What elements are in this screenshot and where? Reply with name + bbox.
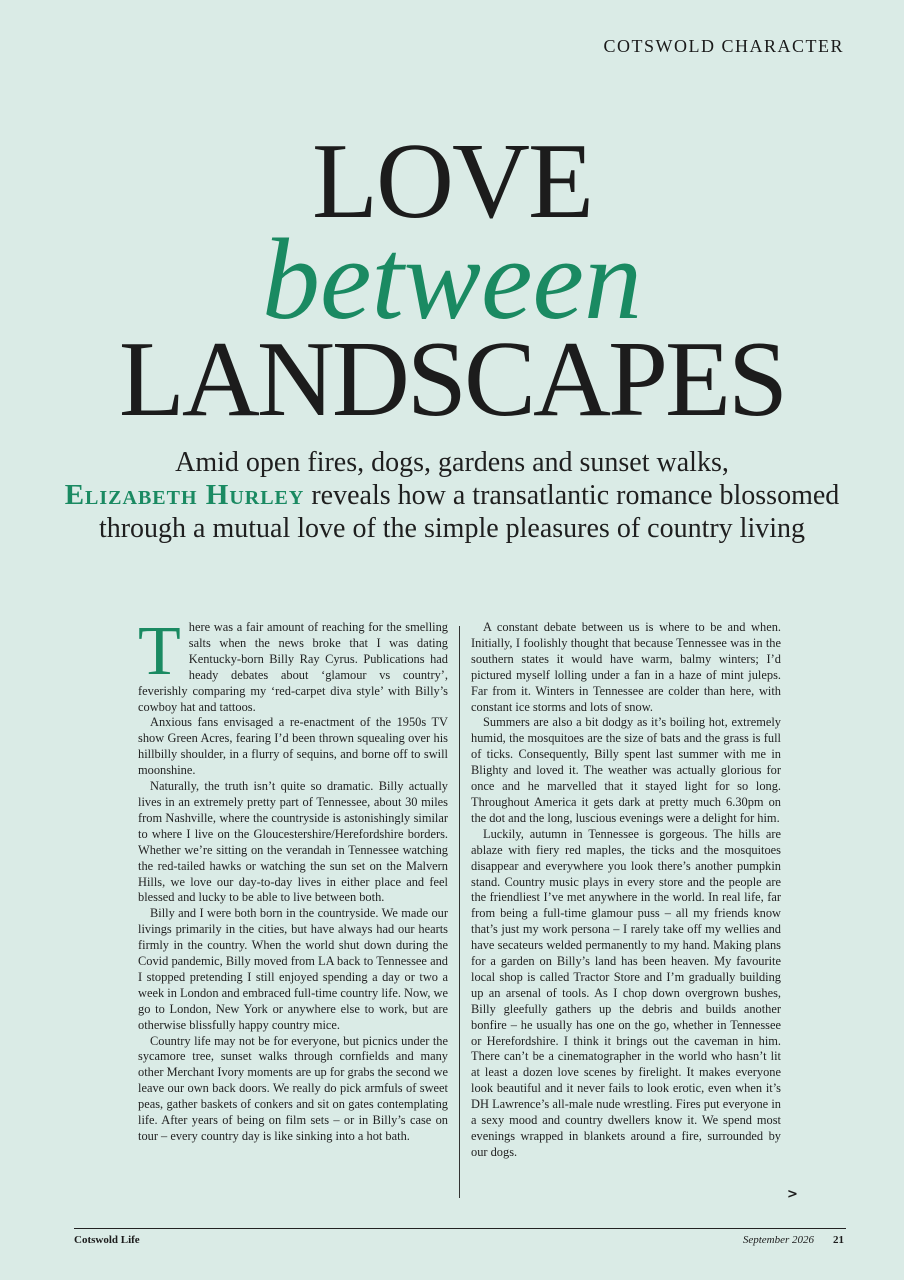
paragraph: Country life may not be for everyone, but picnics under the sycamore tree, sunset walks through cornfields and many other Merchant Ivory moments are up for grabs the second we leave our own back doors. We really do pick armfuls of sweet peas, gather baskets of conkers and sit on gates contemplating life. After years of being on film sets – or in Billy’s case on tour – every country day is like sinking into a hot bath. [138,1033,448,1143]
footer-magazine-name: Cotswold Life [74,1234,140,1246]
standfirst [60,446,844,545]
headline-line-landscapes: LANDSCAPES [118,320,786,439]
headline-line-love: LOVE [312,122,592,241]
article-body [138,620,780,1205]
page-number: 21 [833,1234,844,1246]
paragraph: A constant debate between us is where to be and when. Initially, I foolishly thought that because Tennessee was in the southern states it would have warm, balmy winters; I’d pictured myself lolling under a fan in a haze of mint juleps. Far from it. Winters in Tennessee are colder than here, with constant ice storms and lots of snow. [471,620,781,714]
paragraph: Billy and I were both born in the countryside. We made our livings primarily in the cities, but have always had our hearts firmly in the country. When the world shut down during the Covid pandemic, Billy moved from LA back to Tennessee and I stopped pretending I still enjoyed spending a day or two a week in London and embraced full-time country life. Now, we go to London, New York or anywhere else to work, but are otherwise blissfully happy country mice. [138,906,448,1032]
byline-author: Elizabeth Hurley [64,479,305,511]
paragraph: Summers are also a bit dodgy as it’s boiling hot, extremely humid, the mosquitoes are the size of bats and the grass is full of ticks. Consequently, Billy spent last summer with me in Blighty and loved it. The weather was actually glorious for once and he marvelled that it stayed light for so long. Throughout America it gets dark at pretty much 6.30pm on the dot and the long, luscious evenings were a delight for him. [471,715,781,825]
footer-issue-date: September 2026 [742,1234,814,1246]
article-column-left [138,620,448,1205]
headline [0,122,904,439]
column-divider [459,626,460,1198]
drop-cap: T [138,620,181,690]
paragraph: Naturally, the truth isn’t quite so dramatic. Billy actually lives in an extremely pretty part of Tennessee, about 30 miles from Nashville, where the countryside is astonishingly similar to where I live on the Gloucestershire/Herefordshire borders. Whether we’re sitting on the verandah in Tennessee watching the red-tailed hawks or watching the sun set on the Malvern Hills, we love our day-to-day lives in either place and feel blessed and lucky to be able to live between both. [138,779,448,905]
paragraph: There was a fair amount of reaching for the smelling salts when the news broke that I was dating Kentucky-born Billy Ray Cyrus. Publications had heady debates about ‘glamour vs country’, feverishly comparing my ‘red-carpet diva style’ with Billy’s cowboy hat and tattoos. [138,620,448,714]
section-label: COTSWOLD CHARACTER [603,36,844,56]
paragraph: Anxious fans envisaged a re-enactment of the 1950s TV show Green Acres, fearing I’d been thrown squealing over his hillbilly shoulder, in a flurry of sequins, and borne off to swill moonshine. [138,715,448,778]
continue-arrow-icon[interactable]: > [787,1187,798,1202]
footer-divider [74,1228,846,1229]
paragraph: Luckily, autumn in Tennessee is gorgeous. The hills are ablaze with fiery red maples, the ticks and the mosquitoes disappear and everywhere you look there’s another pumpkin stand. Country music plays in every store and the people are the friendliest I’ve met anywhere in the world. In real life, far from being a full-time glamour puss – all my friends know that’s just my work persona – I rarely take off my wellies and have secateurs welded permanently to my hand. Making plans for a garden on Billy’s land has been heaven. My favourite local shop is called Tractor Store and I’m gradually building up an arsenal of tools. As I chop down overgrown bushes, Billy gleefully gathers up the debris and builds another bonfire – he usually has one on the go, whether in Tennessee or Herefordshire. I think it brings out the caveman in him. There can’t be a cinematographer in the world who hasn’t lit at least a dozen love scenes by firelight. It makes everyone look beautiful and it never fails to look erotic, even when it’s DH Lawrence’s all-male nude wrestling. Fires put everyone in a sexy mood and country dwellers know it. We spend most evenings wrapped in blankets around a fire, surrounded by our dogs. [471,826,781,1159]
standfirst-rest: reveals how a transatlantic romance blossomed through a mutual love of the simple pleasures of country living [98,480,840,544]
article-column-right [471,620,781,1205]
headline-line-between: between [261,216,643,344]
standfirst-lead: Amid open fires, dogs, gardens and sunset walks, [175,447,729,478]
